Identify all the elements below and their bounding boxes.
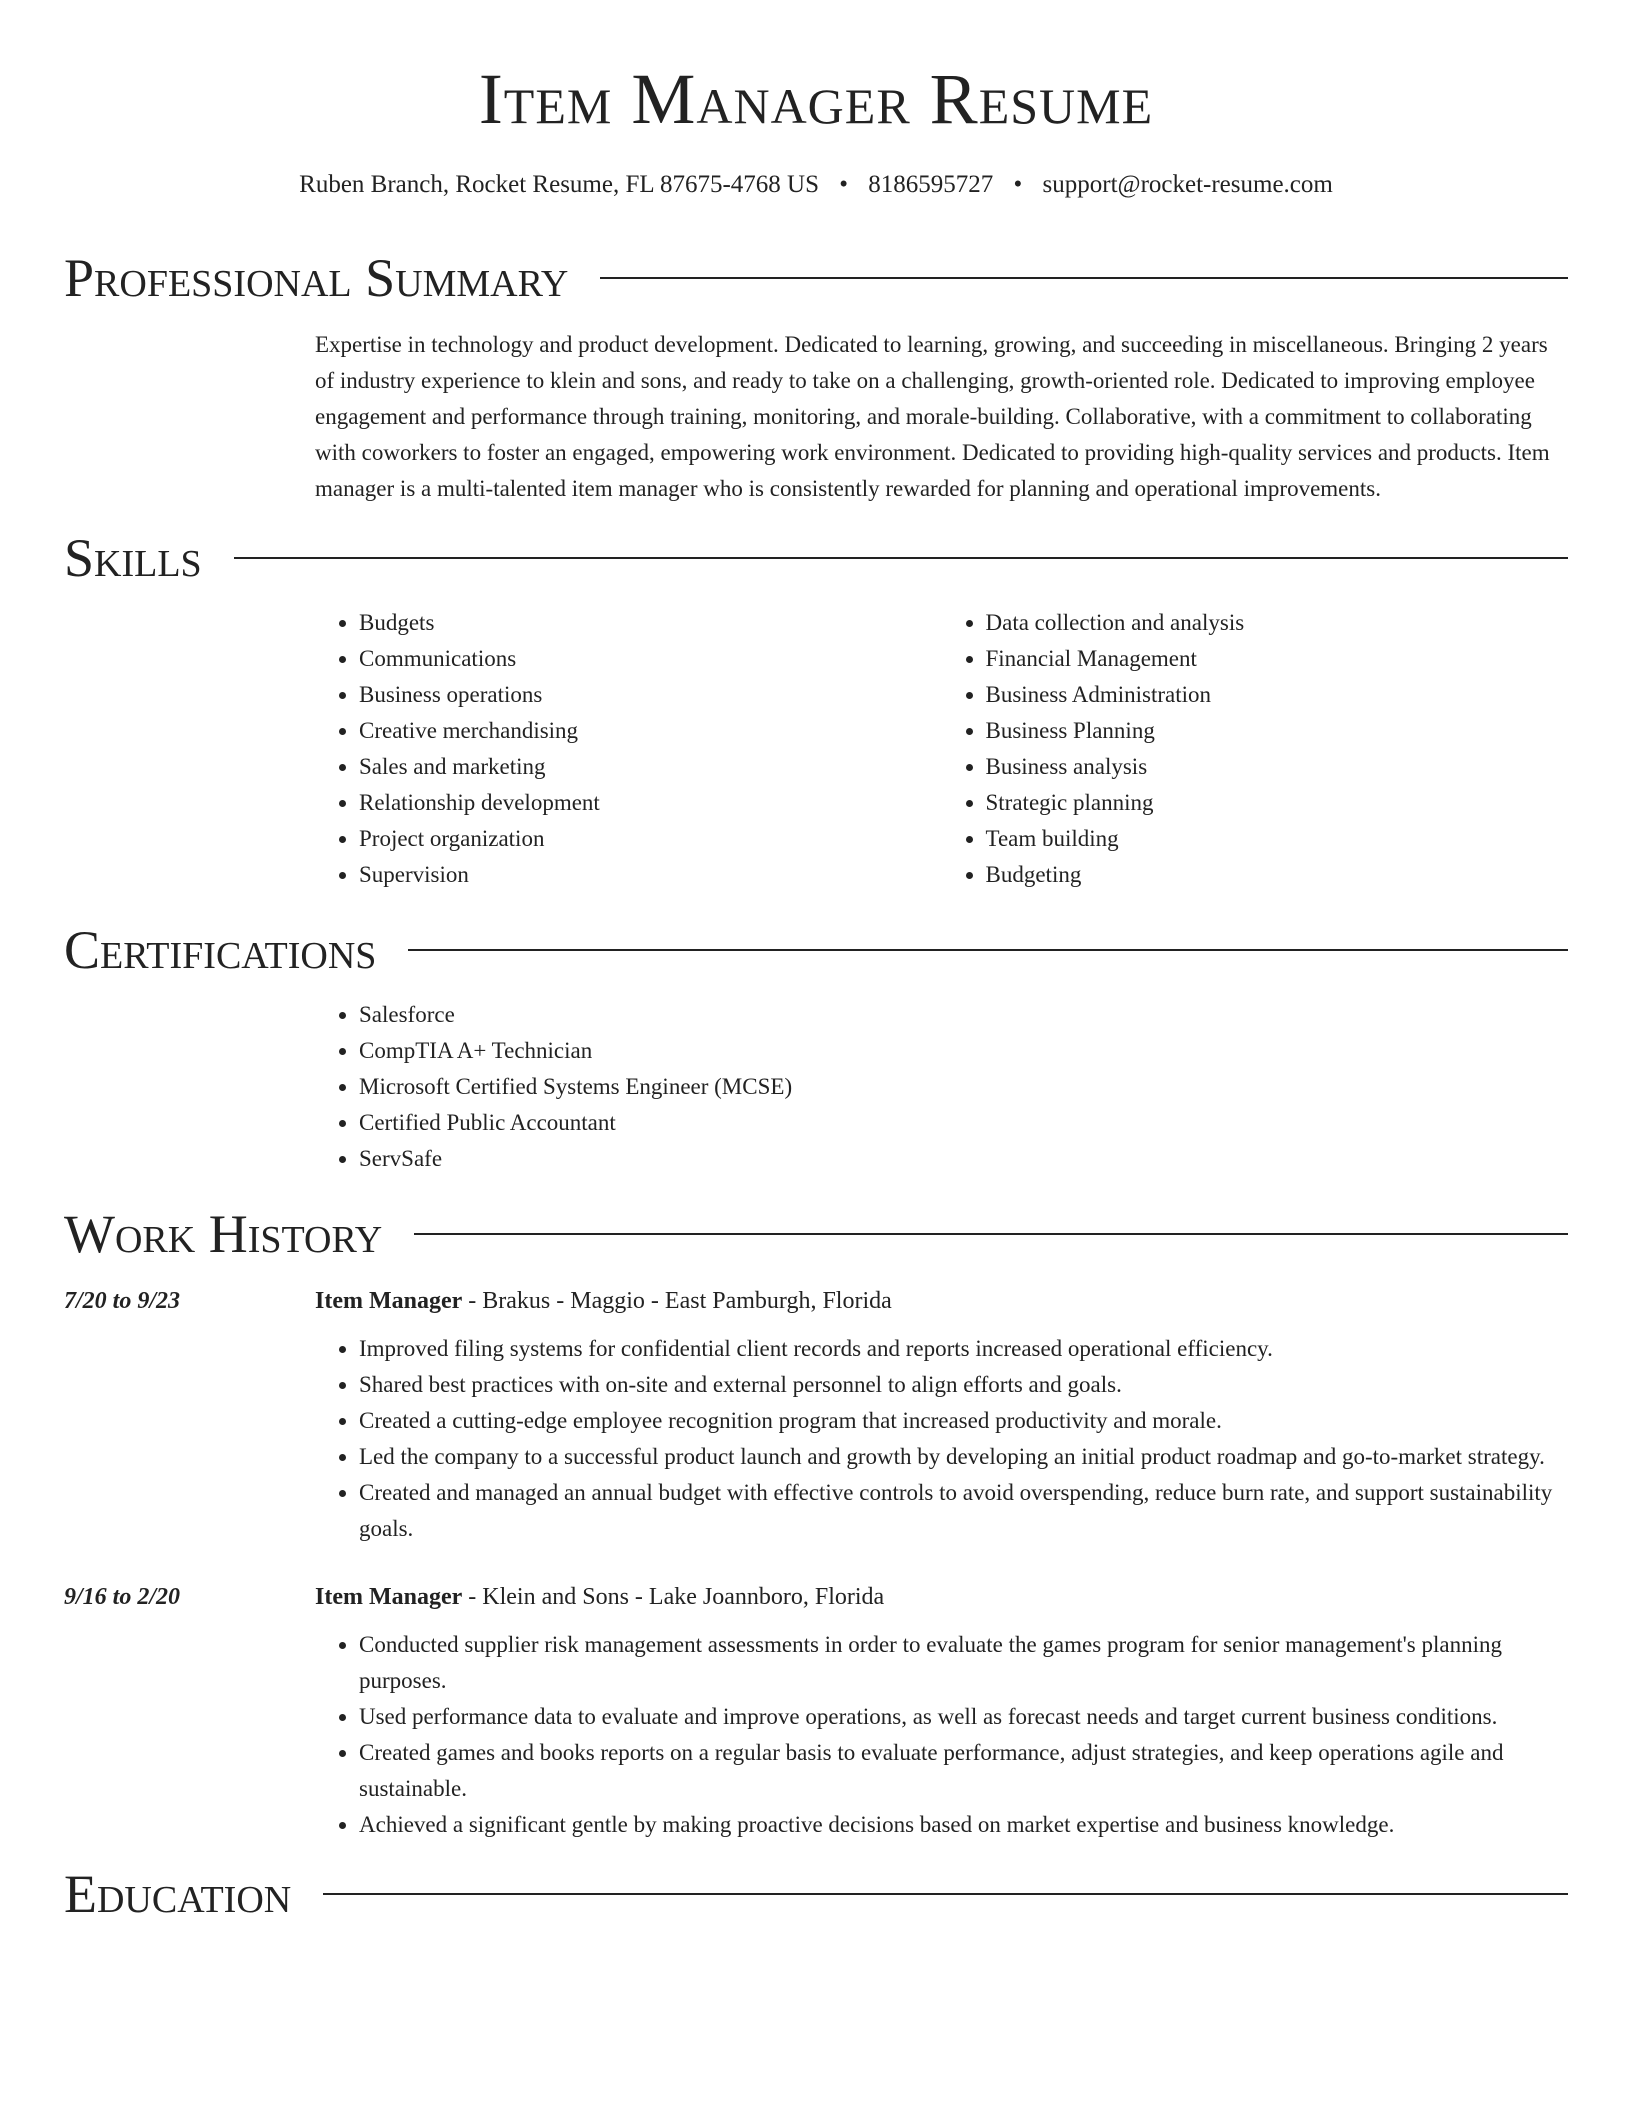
certification-item: • CompTIA A+ Technician	[359, 1033, 1568, 1069]
resume-title: Item Manager Resume	[478, 59, 1154, 139]
skill-item: • Business Planning	[986, 713, 1569, 749]
skill-item: • Communications	[359, 641, 942, 677]
section-header	[64, 247, 1568, 309]
skill-item: • Sales and marketing	[359, 749, 942, 785]
skill-item: • Supervision	[359, 857, 942, 893]
job-role: Item Manager	[315, 1583, 463, 1610]
job-dates: 9/16 to 2/20	[64, 1583, 181, 1610]
section-heading-certifications: Certifications	[64, 919, 377, 980]
skill-item: • Budgets	[359, 605, 942, 641]
summary-text: Expertise in technology and product development. Dedicated to learning, growing, and succeeding in miscellaneous. Bringing 2 years of industry experience to klein and sons, and ready to take on a challenging, growth-oriented role. Dedicated to improving employee engagement and performance through training, monitoring, and morale-building. Collaborative, with a commitment to collaborating with coworkers to foster an engaged, empowering work environment. Dedicated to providing high-quality services and products. Item manager is a multi-talented item manager who is consistently rewarded for planning and operational improvements.	[315, 331, 1550, 501]
section-divider	[323, 1893, 1568, 1895]
skill-item: • Creative merchandising	[359, 713, 942, 749]
section-heading-skills: Skills	[64, 527, 202, 588]
certifications-list-wrap	[315, 997, 1568, 1177]
skill-item: • Team building	[986, 821, 1569, 857]
certification-item: • ServSafe	[359, 1141, 1568, 1177]
skill-item: • Financial Management	[986, 641, 1569, 677]
job-main	[315, 1577, 1568, 1843]
certification-item: • Microsoft Certified Systems Engineer (MCSE)	[359, 1069, 1568, 1105]
job-details: - Brakus - Maggio - East Pamburgh, Florida	[462, 1287, 892, 1314]
contact-address: Ruben Branch, Rocket Resume, FL 87675-4768 US	[299, 170, 820, 198]
job-role: Item Manager	[315, 1287, 463, 1314]
job-bullet: • Created games and books reports on a regular basis to evaluate performance, adjust strategies, and keep operations agile and sustainable.	[359, 1735, 1568, 1807]
skills-section	[64, 527, 1568, 893]
skill-item: • Relationship development	[359, 785, 942, 821]
skills-list-left	[315, 605, 942, 893]
section-heading-education: Education	[64, 1863, 292, 1924]
job-details: - Klein and Sons - Lake Joannboro, Florida	[462, 1583, 885, 1610]
section-header	[64, 919, 1568, 981]
job-bullets	[315, 1627, 1568, 1843]
job-bullet: • Led the company to a successful product launch and growth by developing an initial product roadmap and go-to-market strategy.	[359, 1439, 1568, 1475]
skill-item: • Budgeting	[986, 857, 1569, 893]
summary-section	[64, 247, 1568, 507]
job-bullet: • Used performance data to evaluate and improve operations, as well as forecast needs and target current business conditions.	[359, 1699, 1568, 1735]
contact-line	[64, 171, 1568, 199]
education-section	[64, 1863, 1568, 1925]
contact-separator: •	[1013, 170, 1023, 198]
job-heading	[315, 1281, 1568, 1321]
certifications-section	[64, 919, 1568, 1177]
section-heading-summary: Professional Summary	[64, 247, 569, 308]
section-heading-work: Work History	[64, 1203, 383, 1264]
job-bullet: • Conducted supplier risk management assessments in order to evaluate the games program for senior management's planning purposes.	[359, 1627, 1568, 1699]
skill-item: • Strategic planning	[986, 785, 1569, 821]
skill-item: • Business operations	[359, 677, 942, 713]
job-bullet: • Created a cutting-edge employee recognition program that increased productivity and morale.	[359, 1403, 1568, 1439]
skill-item: • Project organization	[359, 821, 942, 857]
section-divider	[414, 1233, 1568, 1235]
job-bullet: • Shared best practices with on-site and external personnel to align efforts and goals.	[359, 1367, 1568, 1403]
section-divider	[600, 277, 1568, 279]
contact-phone: 8186595727	[868, 170, 994, 198]
skill-item: • Business Administration	[986, 677, 1569, 713]
job-heading	[315, 1577, 1568, 1617]
section-header	[64, 1203, 1568, 1265]
contact-separator: •	[839, 170, 849, 198]
job-dates: 7/20 to 9/23	[64, 1287, 181, 1314]
skills-list-right	[942, 605, 1569, 893]
job-main	[315, 1281, 1568, 1547]
section-header	[64, 527, 1568, 589]
job-entry	[64, 1281, 1568, 1547]
skill-item: • Data collection and analysis	[986, 605, 1569, 641]
job-bullet: • Achieved a significant gentle by making proactive decisions based on market expertise and business knowledge.	[359, 1807, 1568, 1843]
section-divider	[408, 949, 1568, 951]
certifications-list	[315, 997, 1568, 1177]
skill-item: • Business analysis	[986, 749, 1569, 785]
job-bullet: • Improved filing systems for confidential client records and reports increased operational efficiency.	[359, 1331, 1568, 1367]
contact-email: support@rocket-resume.com	[1042, 170, 1333, 198]
section-header	[64, 1863, 1568, 1925]
certification-item: • Salesforce	[359, 997, 1568, 1033]
work-history-section	[64, 1203, 1568, 1843]
skills-grid	[315, 605, 1568, 893]
job-bullets	[315, 1331, 1568, 1547]
section-divider	[234, 557, 1568, 559]
job-entry	[64, 1577, 1568, 1843]
certification-item: • Certified Public Accountant	[359, 1105, 1568, 1141]
job-bullet: • Created and managed an annual budget with effective controls to avoid overspending, reduce burn rate, and support sustainability goals.	[359, 1475, 1568, 1547]
